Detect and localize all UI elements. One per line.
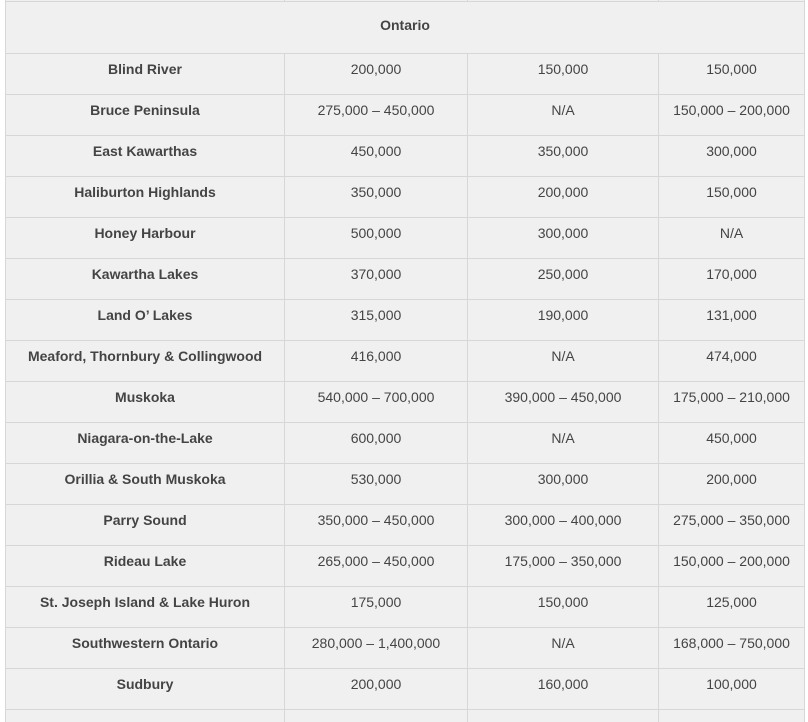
- price-cell-col1: 350,000: [285, 177, 468, 218]
- price-cell-col3: 168,000 – 750,000: [659, 628, 805, 669]
- table-row: [6, 505, 805, 546]
- price-cell-col3: 200,000: [659, 464, 805, 505]
- table-row: [6, 136, 805, 177]
- price-cell-col2: N/A: [468, 95, 659, 136]
- price-cell-col2: 175,000 – 350,000: [468, 546, 659, 587]
- table-row: [6, 423, 805, 464]
- table-row: [6, 669, 805, 710]
- table-row: [6, 587, 805, 628]
- price-cell-col1: 530,000: [285, 464, 468, 505]
- price-cell-col1: 350,000 – 450,000: [285, 505, 468, 546]
- table-row: [6, 382, 805, 423]
- table-row: [6, 54, 805, 95]
- region-header: Ontario: [6, 2, 805, 54]
- price-cell-col2: 300,000: [468, 464, 659, 505]
- price-cell-col1: 450,000: [285, 136, 468, 177]
- next-row-stub: [6, 710, 805, 722]
- location-name-cell: Sudbury: [6, 669, 285, 710]
- price-cell-col1: 500,000: [285, 218, 468, 259]
- price-cell-col1: 200,000: [285, 54, 468, 95]
- location-name-cell: Niagara-on-the-Lake: [6, 423, 285, 464]
- price-cell-col3: 450,000: [659, 423, 805, 464]
- price-cell-col2: 390,000 – 450,000: [468, 382, 659, 423]
- location-name-cell: Orillia & South Muskoka: [6, 464, 285, 505]
- price-table-body: [6, 0, 805, 722]
- region-header-row: [6, 2, 805, 54]
- location-name-cell: Southwestern Ontario: [6, 628, 285, 669]
- price-cell-col1: 540,000 – 700,000: [285, 382, 468, 423]
- price-cell-col3: 175,000 – 210,000: [659, 382, 805, 423]
- location-name-cell: East Kawarthas: [6, 136, 285, 177]
- price-cell-col1: 275,000 – 450,000: [285, 95, 468, 136]
- price-table: [5, 0, 805, 722]
- price-cell-col3: 150,000: [659, 177, 805, 218]
- price-cell-col2: 190,000: [468, 300, 659, 341]
- table-row: [6, 218, 805, 259]
- price-cell-col3: 150,000 – 200,000: [659, 95, 805, 136]
- price-cell-col2: N/A: [468, 628, 659, 669]
- table-row: [6, 95, 805, 136]
- table-row: [6, 300, 805, 341]
- price-cell-col1: 280,000 – 1,400,000: [285, 628, 468, 669]
- location-name-cell: Bruce Peninsula: [6, 95, 285, 136]
- price-cell-col3: 125,000: [659, 587, 805, 628]
- table-row: [6, 177, 805, 218]
- price-cell-col2: 300,000: [468, 218, 659, 259]
- price-cell-col3: 300,000: [659, 136, 805, 177]
- price-cell-col1: 416,000: [285, 341, 468, 382]
- table-row: [6, 546, 805, 587]
- price-cell-col3: 275,000 – 350,000: [659, 505, 805, 546]
- price-cell-col3: 170,000: [659, 259, 805, 300]
- price-cell-col3: 474,000: [659, 341, 805, 382]
- price-cell-col3: 150,000 – 200,000: [659, 546, 805, 587]
- price-cell-col2: 350,000: [468, 136, 659, 177]
- location-name-cell: Muskoka: [6, 382, 285, 423]
- location-name-cell: Honey Harbour: [6, 218, 285, 259]
- price-cell-col2: 300,000 – 400,000: [468, 505, 659, 546]
- location-name-cell: Land O’ Lakes: [6, 300, 285, 341]
- location-name-cell: Parry Sound: [6, 505, 285, 546]
- table-row: [6, 464, 805, 505]
- price-cell-col1: 265,000 – 450,000: [285, 546, 468, 587]
- price-cell-col1: 175,000: [285, 587, 468, 628]
- location-name-cell: St. Joseph Island & Lake Huron: [6, 587, 285, 628]
- price-cell-col3: 150,000: [659, 54, 805, 95]
- price-cell-col2: 250,000: [468, 259, 659, 300]
- price-cell-col2: 150,000: [468, 54, 659, 95]
- price-cell-col1: 600,000: [285, 423, 468, 464]
- location-name-cell: Kawartha Lakes: [6, 259, 285, 300]
- price-cell-col2: 150,000: [468, 587, 659, 628]
- location-name-cell: Meaford, Thornbury & Collingwood: [6, 341, 285, 382]
- location-name-cell: Blind River: [6, 54, 285, 95]
- price-cell-col2: 200,000: [468, 177, 659, 218]
- price-cell-col1: 315,000: [285, 300, 468, 341]
- location-name-cell: Rideau Lake: [6, 546, 285, 587]
- price-cell-col3: 100,000: [659, 669, 805, 710]
- table-row: [6, 341, 805, 382]
- price-cell-col3: N/A: [659, 218, 805, 259]
- price-cell-col2: N/A: [468, 341, 659, 382]
- table-row: [6, 259, 805, 300]
- price-cell-col1: 200,000: [285, 669, 468, 710]
- price-cell-col2: N/A: [468, 423, 659, 464]
- table-row: [6, 628, 805, 669]
- price-cell-col1: 370,000: [285, 259, 468, 300]
- location-name-cell: Haliburton Highlands: [6, 177, 285, 218]
- price-cell-col2: 160,000: [468, 669, 659, 710]
- price-cell-col3: 131,000: [659, 300, 805, 341]
